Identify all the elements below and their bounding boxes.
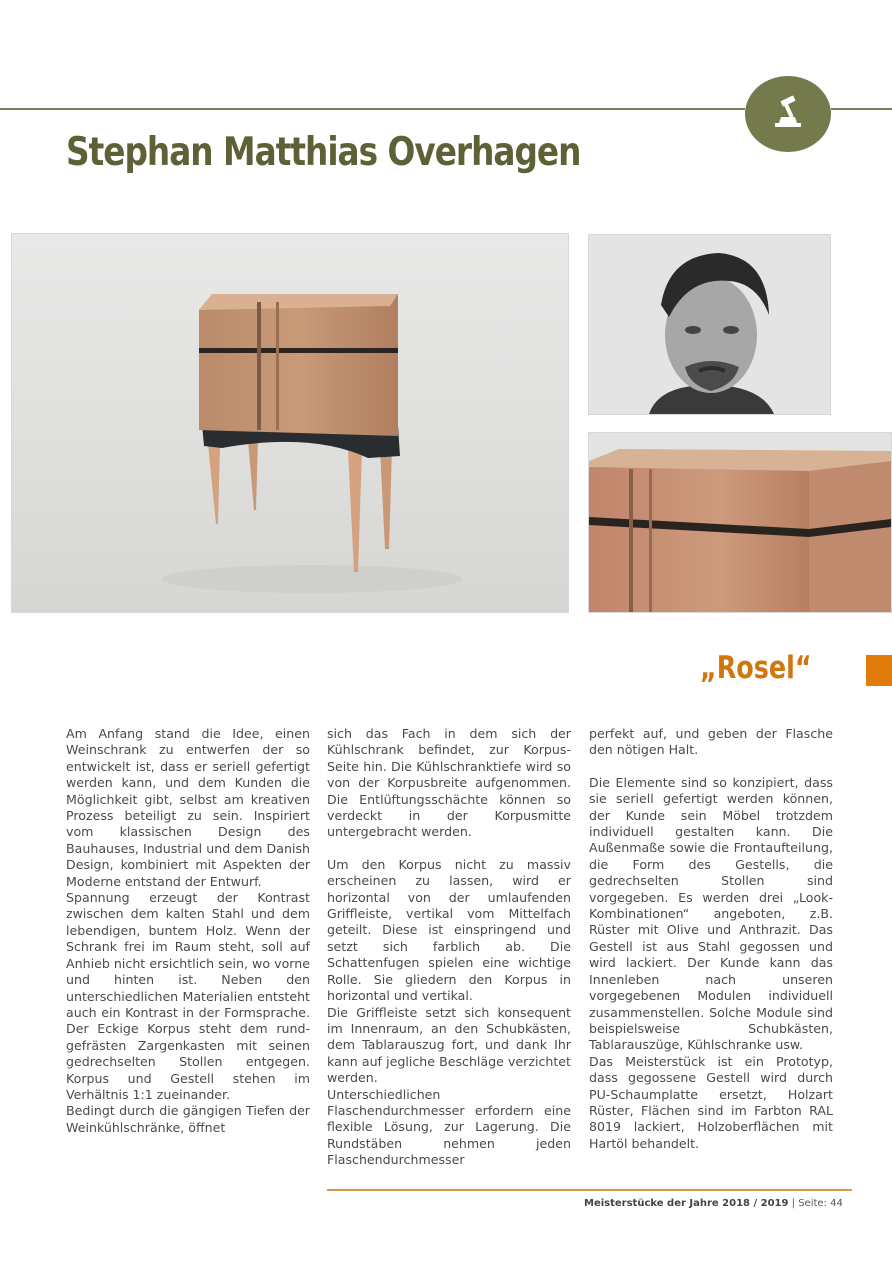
cabinet-photo [11,233,569,613]
paragraph: Die Elemente sind so konzipiert, dass sie seriell gefertigt werden können, der Kunde sein Möbel trotzdem individuell gestalten kann. Die Außenmaße sowie die Frontaufteilung, die Form des Gestells, die gedrechselten Stollen sind vorgegeben. Es werden drei „Look-Kombinationen“ angeboten, z.B. Rüster mit Olive und Anthrazit. Das Gestell ist aus Stahl gegossen und wird lackiert. Der Kunde kann das Innenleben nach unseren vorgegebenen Modulen individuell zusammenstellen. Solche Module sind beispielsweise Schubkästen, Tablarauszüge, Kühlschranke usw. [589,774,833,1053]
plane-and-hammer-icon [767,93,809,135]
page-title: Stephan Matthias Overhagen [66,130,581,175]
paragraph: Am Anfang stand die Idee, einen Weinschrank zu entwerfen der so entwickelt ist, dass er seriell gefertigt werden kann, und dem Kunden die Möglichkeit gibt, selbst am kreativen Prozess beteiligt zu sein. Inspiriert vom klassischen Design des Bauhauses, Industrial und dem Danish Design, kombiniert mit Aspekten der Moderne entstand der Entwurf. [66,726,310,889]
footer-rule [327,1189,852,1191]
page-footer [584,1198,843,1209]
paragraph: perfekt auf, und geben der Flasche den nötigen Halt. [589,726,833,758]
header-rule-right [831,108,892,110]
section-marker [866,655,892,686]
paragraph: Das Meisterstück ist ein Prototyp, dass gegossene Gestell wird durch PU-Schaumplatte ersetzt, Holzart Rüster, Flächen sind im Farbton RAL 8019 lackiert, Holzoberflächen mit Hartöl behandelt. [589,1053,833,1151]
footer-separator: | [791,1198,796,1209]
category-badge [745,76,831,152]
paragraph: Bedingt durch die gängigen Tiefen der Weinkühlschränke, öffnet [66,1103,310,1135]
designer-portrait [588,234,831,415]
text-column-1 [66,726,310,1136]
text-column-2 [327,726,571,1169]
page-number: Seite: 44 [798,1198,843,1209]
publication-title: Meisterstücke der Jahre 2018 / 2019 [584,1198,789,1209]
cabinet-detail-photo [588,432,892,613]
paragraph: Spannung erzeugt der Kontrast zwischen dem kalten Stahl und dem lebendigen, buntem Holz. Wenn der Schrank frei im Raum steht, soll auf Anhieb nicht ersichtlich sein, wo vorne und hinten ist. Neben den unterschiedlichen Materialien entsteht auch ein Kontrast in der Formsprache. Der Eckige Korpus steht dem rund-gefrästen Zargenkasten mit seinen gedrechselten Stollen entgegen. Korpus und Gestell stehen im Verhältnis 1:1 zueinander. [66,890,310,1102]
header-rule-left [0,108,745,110]
paragraph: Um den Korpus nicht zu massiv erscheinen zu lassen, wird er horizontal von der umlaufenden Griffleiste, vertikal vom Mittelfach geteilt. Diese ist einspringend und setzt sich farblich ab. Die Schattenfugen spielen eine wichtige Rolle. Sie gliedern den Korpus in horizontal und vertikal. [327,856,571,1004]
paragraph: Die Griffleiste setzt sich konsequent im Innenraum, an den Schubkästen, dem Tablarauszug fort, und dank Ihr kann auf jegliche Beschläge verzichtet werden. [327,1004,571,1086]
paragraph: Unterschiedlichen Flaschendurchmesser erfordern eine flexible Lösung, zur Lagerung. Die Rundstäben nehmen jeden Flaschendurchmesser [327,1086,571,1168]
project-name: „Rosel“ [700,650,812,686]
text-column-3 [589,726,833,1152]
paragraph: sich das Fach in dem sich der Kühlschrank befindet, zur Korpus-Seite hin. Die Kühlschranktiefe wird so von der Korpusbreite aufgenommen. Die Entlüftungsschächte können so verdeckt in der Korpusmitte untergebracht werden. [327,726,571,840]
